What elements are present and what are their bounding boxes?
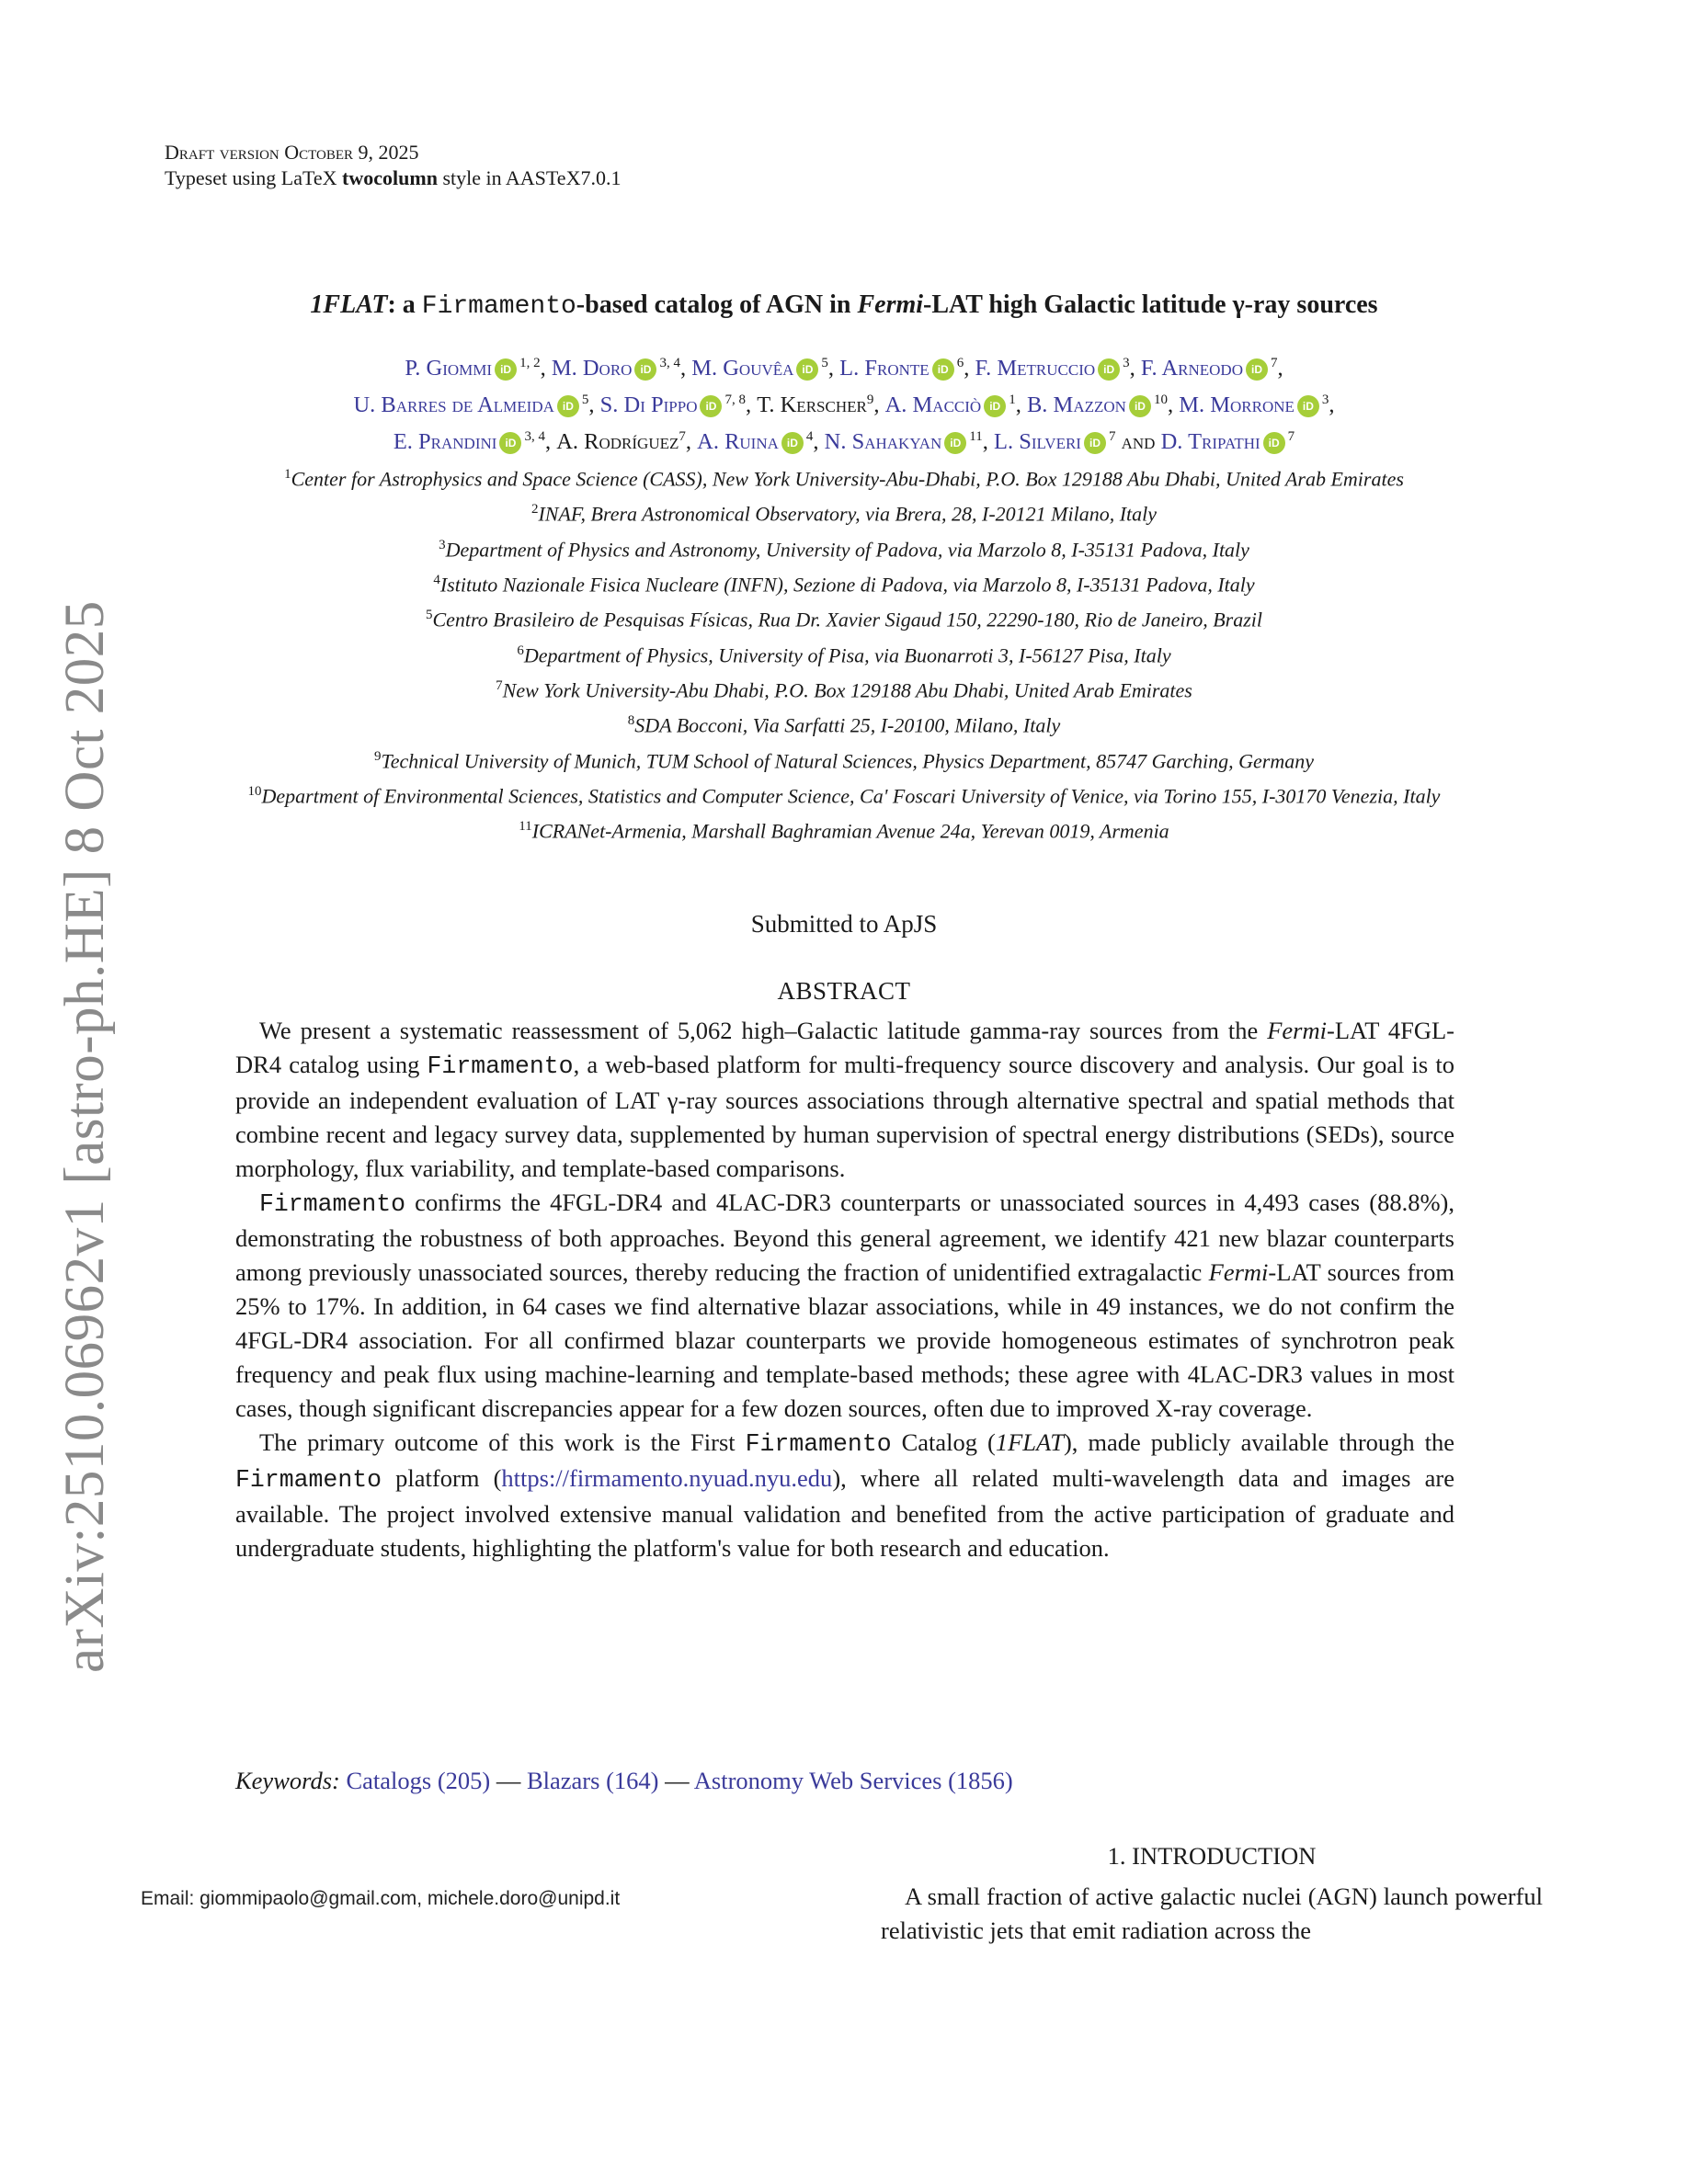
intro-text: A small fraction of active galactic nuclei (AGN) launch powerful relativistic jets that emit radiation across the (881, 1883, 1543, 1944)
author-affiliation-ref: 6 (956, 356, 964, 370)
affiliation: $^8$SDA Bocconi, Via Sarfatti 25, I-20100, Milano, Italy (627, 713, 1061, 737)
draft-version: Draft version October 9, 2025 (165, 141, 419, 164)
author (1161, 429, 1295, 454)
orcid-icon[interactable]: iD (1297, 395, 1319, 417)
orcid-icon[interactable]: iD (796, 358, 818, 381)
keyword-link[interactable]: Blazars (164) (526, 1767, 659, 1794)
affiliation: $^4$Istituto Nazionale Fisica Nucleare (INFN), Sezione di Padova, via Marzolo 8, I-35131 Padova, Italy (433, 572, 1255, 597)
keywords: Keywords: Catalogs (205) — Blazars (164) — Astronomy Web Services (1856) (235, 1767, 1013, 1794)
author-name: S. Di Pippo (599, 392, 698, 418)
author-affiliation-ref: 11 (969, 429, 983, 445)
affiliation-list (138, 461, 1550, 849)
affiliation: $^6$Department of Physics, University of Pisa, via Buonarroti 3, I-56127 Pisa, Italy (517, 643, 1171, 666)
abstract-body (235, 1014, 1454, 1565)
author-affiliation-ref: 10 (1153, 392, 1168, 408)
author-name: U. Barres de Almeida (353, 392, 554, 418)
author-name: E. Prandini (393, 429, 497, 455)
draft-header (165, 140, 621, 191)
author-name: N. Sahakyan (824, 429, 942, 455)
author-affiliation-ref: 3 (1321, 392, 1329, 408)
affiliation: $^{10}$Department of Environmental Sciences, Statistics and Computer Science, Ca' Foscari University of Venice, via Torino 155, I-30170 Venezia, Italy (247, 783, 1441, 808)
author-name: M. Gouvêa (691, 356, 794, 381)
orcid-icon[interactable]: iD (557, 395, 579, 417)
author-name: A. Macciò (884, 392, 982, 418)
author-affiliation-ref: 3 (1123, 356, 1130, 370)
affiliation: $^5$Centro Brasileiro de Pesquisas Físicas, Rua Dr. Xavier Sigaud 150, 22290-180, Rio de Janeiro, Brazil (425, 608, 1263, 631)
abstract-heading: ABSTRACT (777, 977, 911, 1005)
author (552, 356, 680, 381)
keyword-link[interactable]: Catalogs (205) (346, 1767, 491, 1794)
author-and: and (1121, 429, 1156, 455)
author (556, 429, 686, 454)
author (697, 429, 813, 454)
author (691, 356, 828, 381)
affiliation: $^2$INAF, Brera Astronomical Observatory, via Brera, 28, I-20121 Milano, Italy (530, 502, 1158, 526)
author-affiliation-ref: 9 (866, 392, 874, 408)
latex-logo: LaTeX (280, 166, 337, 189)
orcid-icon[interactable]: iD (499, 432, 521, 454)
intro-heading: 1. INTRODUCTION (1107, 1842, 1317, 1870)
typeset-line: Typeset using LaTeX twocolumn style in AASTeX7.0.1 (165, 166, 622, 189)
author-name: D. Tripathi (1160, 429, 1260, 455)
email-footnote: Email: giommipaolo@gmail.com, michele.doro@unipd.it (141, 1888, 621, 1909)
affiliation: $^3$Department of Physics and Astronomy, University of Padova, via Marzolo 8, I-35131 Padova, Italy (439, 537, 1249, 561)
author-affiliation-ref: 3, 4 (524, 429, 545, 445)
orcid-icon[interactable]: iD (1084, 432, 1106, 454)
affiliation: $^1$Center for Astrophysics and Space Science (CASS), New York University-Abu-Dhabi, P.O. Box 129188 Abu Dhabi, United Arab Emirates (284, 467, 1404, 491)
orcid-icon[interactable]: iD (1246, 358, 1268, 381)
author-affiliation-ref: 4 (805, 429, 814, 445)
author-name: T. Kerscher (757, 392, 867, 418)
affiliation: $^9$Technical University of Munich, TUM School of Natural Sciences, Physics Department, 85747 Garching, Germany (374, 748, 1314, 772)
author-name: F. Arneodo (1140, 356, 1243, 381)
author-affiliation-ref: 5 (581, 392, 589, 408)
firmamento-link[interactable]: https://firmamento.nyuad.nyu.edu (501, 1464, 833, 1492)
affiliation: $^7$New York University-Abu Dhabi, P.O. Box 129188 Abu Dhabi, United Arab Emirates (496, 677, 1192, 702)
author (975, 356, 1129, 381)
abstract-paragraph: We present a systematic reassessment of 5,062 high–Galactic latitude gamma-ray sources from the Fermi-LAT 4FGL-DR4 catalog using Firmamento, a web-based platform for multi-frequency source discovery and analysis. Our goal is to provide an independent evaluation of LAT γ-ray sources associations through alternative spectral and spatial methods that combine recent and legacy survey data, supplemented by human supervision of spectral energy distributions (SEDs), source morphology, flux variability, and template-based comparisons. (235, 1017, 1455, 1182)
author (885, 392, 1016, 417)
author-name: P. Giommi (405, 356, 493, 381)
orcid-icon[interactable]: iD (634, 358, 656, 381)
author (757, 392, 873, 417)
author-affiliation-ref: 7, 8 (724, 392, 746, 408)
author-affiliation-ref: 7 (1287, 429, 1295, 445)
author (353, 392, 588, 417)
author-affiliation-ref: 7 (1270, 356, 1278, 370)
author-name: A. Rodríguez (556, 429, 679, 455)
author (393, 429, 545, 454)
author-name: M. Doro (551, 356, 633, 381)
author (994, 429, 1116, 454)
orcid-icon[interactable]: iD (1263, 432, 1285, 454)
author-name: M. Morrone (1179, 392, 1295, 418)
author-affiliation-ref: 1 (1009, 392, 1016, 408)
orcid-icon[interactable]: iD (1098, 358, 1120, 381)
author-name: L. Silveri (993, 429, 1081, 455)
abstract-paragraph: The primary outcome of this work is the First Firmamento Catalog (1FLAT), made publicly available through the Firmamento platform (https://firmamento.nyuad.nyu.edu), where all related multi-wavelength data and images are available. The project involved extensive manual validation and benefited from the active participation of graduate and undergraduate students, highlighting the platform's value for both research and education. (235, 1428, 1455, 1562)
author-list: P. Giommi iD $^{1, 2}$, M. Doro iD $^{3, 4}$, M. Gouvêa iD $^5$, L. Fronte iD $^6$, F. Metruccio iD $^3$, F. Arneodo iD $^7$, U. Barres de Almeida iD $^5$, S. Di Pippo iD $^{7, 8}$, T. Kerscher$^9$, A. Macciò iD $^1$, B. Mazzon iD $^{10}$, M. Morrone iD $^3$, E. Prandini iD $^{3, 4}$, A. Rodríguez$^7$, A. Ruina iD $^4$, N. Sahakyan iD $^{11}$, L. Silveri iD $^7$ and D. Tripathi iD $^7$ (353, 356, 1335, 455)
arxiv-sidebar-id: arXiv:2510.06962v1 [astro-ph.HE] 8 Oct 2025 (54, 600, 116, 1673)
orcid-icon[interactable]: iD (932, 358, 954, 381)
orcid-icon[interactable]: iD (944, 432, 966, 454)
author (839, 356, 964, 381)
author (600, 392, 746, 417)
author (1141, 356, 1278, 381)
author (825, 429, 983, 454)
author-name: L. Fronte (839, 356, 930, 381)
author-affiliation-ref: 7 (679, 429, 686, 445)
author-affiliation-ref: 3, 4 (659, 356, 680, 370)
author-affiliation-ref: 7 (1108, 429, 1116, 445)
orcid-icon[interactable]: iD (781, 432, 804, 454)
author (1027, 392, 1168, 417)
author (405, 356, 540, 381)
orcid-icon[interactable]: iD (700, 395, 722, 417)
submitted-note: Submitted to ApJS (750, 910, 938, 938)
affiliation: $^{11}$ICRANet-Armenia, Marshall Baghramian Avenue 24a, Yerevan 0019, Armenia (519, 819, 1169, 843)
author-affiliation-ref: 1, 2 (519, 356, 541, 370)
author-name: B. Mazzon (1026, 392, 1126, 418)
keyword-link[interactable]: Astronomy Web Services (1856) (693, 1767, 1013, 1794)
author-name: A. Ruina (697, 429, 779, 455)
orcid-icon[interactable]: iD (495, 358, 517, 381)
orcid-icon[interactable]: iD (984, 395, 1006, 417)
abstract-paragraph: Firmamento confirms the 4FGL-DR4 and 4LAC-DR3 counterparts or unassociated sources in 4,493 cases (88.8%), demonstrating the robustness of both approaches. Beyond this general agreement, we identify 421 new blazar counterparts among previously unassociated sources, thereby reducing the fraction of unidentified extragalactic Fermi-LAT sources from 25% to 17%. In addition, in 64 cases we find alternative blazar associations, while in 49 instances, we do not confirm the 4FGL-DR4 association. For all confirmed blazar counterparts we provide homogeneous estimates of synchrotron peak frequency and peak flux using machine-learning and template-based methods; these agree with 4LAC-DR3 values in most cases, though significant discrepancies appear for a few dozen sources, often due to improved X-ray coverage. (235, 1189, 1454, 1422)
orcid-icon[interactable]: iD (1129, 395, 1151, 417)
author-affiliation-ref: 5 (821, 356, 828, 370)
author-name: F. Metruccio (975, 356, 1096, 381)
author (1179, 392, 1329, 417)
paper-title: 1FLAT: a Firmamento-based catalog of AGN in Fermi-LAT high Galactic latitude γ-ray sources (310, 290, 1378, 321)
